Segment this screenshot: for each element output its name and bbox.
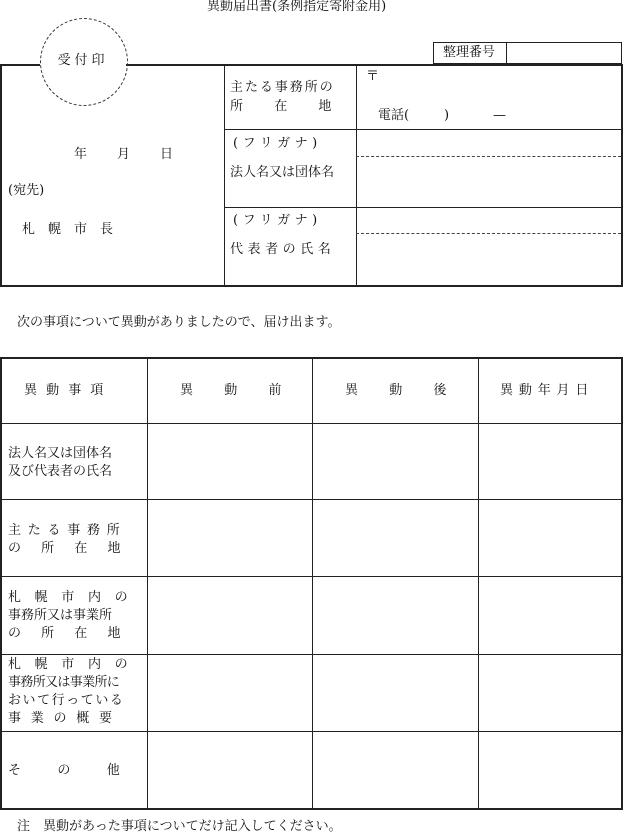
cell-business-date[interactable] [481,657,619,729]
rep-furigana-field[interactable] [360,210,618,231]
corporate-furigana-field[interactable] [360,132,618,154]
row-label-sapporo-office-line-3: の所在地 [8,626,141,641]
footnote: 注 異動があった事項についてだけ記入してください。 [17,819,342,834]
applicant-left-divider [224,64,225,286]
table-row-divider-4 [0,731,622,732]
office-address-field[interactable] [360,86,618,106]
header-before: 異動前 [180,383,313,398]
office-location-label-1: 主たる事務所の [230,80,335,95]
rep-name-label: 代表者の氏名 [230,242,336,257]
header-left-border [0,64,2,286]
addressee-name: 札幌市長 [22,222,127,237]
reference-number-label: 整理番号 [443,45,496,60]
header-change-date: 異動年月日 [500,383,595,398]
cell-sapporo-office-before[interactable] [150,579,310,652]
applicant-label-divider [356,64,357,286]
header-change-item: 異動事項 [24,383,113,398]
office-location-label-2: 所在地 [230,99,363,114]
cell-other-after[interactable] [315,734,475,806]
row-label-business-summary-line-1: 札幌市内の [8,657,142,672]
cell-office-before[interactable] [150,502,310,574]
reference-number-box [433,42,622,64]
row-label-name-line-1: 法人名又は団体名 [8,446,113,461]
intro-sentence: 次の事項について異動がありましたので、届け出ます。 [17,315,341,330]
row-label-business-summary-line-2: 事務所又は事業所に [8,675,120,690]
reference-number-divider [506,43,507,63]
header-top-border-left [0,64,40,66]
row-label-name-line-2: 及び代表者の氏名 [8,464,113,479]
reference-number-field[interactable] [514,45,614,61]
table-row-divider-3 [0,654,622,655]
cell-office-after[interactable] [315,502,475,574]
table-left-border [0,357,2,810]
postal-mark: 〒 [366,69,380,84]
phone-label: 電話( [378,108,410,123]
table-col-divider-1 [147,357,148,809]
row-label-main-office-line-1: 主たる事務所 [8,523,127,538]
cell-name-date[interactable] [481,426,619,497]
reception-stamp-label: 受付印 [48,53,118,69]
cell-business-after[interactable] [315,657,475,729]
table-col-divider-2 [312,357,313,809]
corporate-name-field[interactable] [360,160,618,204]
rep-name-field[interactable] [360,237,618,282]
cell-name-before[interactable] [150,426,310,497]
row-label-other [8,762,156,780]
header-right-border [621,64,623,286]
page-title: 異動届出書(条例指定寄附金用) [207,0,387,14]
cell-business-before[interactable] [150,657,310,729]
table-header-bottom [0,423,622,424]
phone-dash: — [493,108,506,123]
cell-name-after[interactable] [315,426,475,497]
applicant-line-1 [224,129,622,130]
row-label-name [8,445,112,481]
furigana-dashed-line-2 [356,233,621,234]
corporate-name-label: 法人名又は団体名 [230,165,335,180]
date-month: 月 [117,147,131,162]
row-label-business-summary-line-4: 事業の概要 [8,711,122,726]
table-row-divider-2 [0,576,622,577]
row-label-main-office-line-2: の所在地 [8,541,141,556]
row-label-sapporo-office-line-1: 札幌市内の [8,590,142,605]
table-right-border [621,357,623,810]
table-row-divider-1 [0,499,622,500]
row-label-main-office [8,522,141,558]
corporate-furigana-label: (フリガナ) [233,136,322,151]
cell-other-before[interactable] [150,734,310,806]
date-year: 年 [74,147,88,162]
row-label-business-summary [8,656,141,728]
phone-close-paren: ) [444,108,450,123]
cell-sapporo-office-date[interactable] [481,579,619,652]
header-bottom-border [0,285,623,287]
cell-office-date[interactable] [481,502,619,574]
header-after: 異動後 [345,383,478,398]
row-label-business-summary-line-3: おいて行っている [8,693,125,708]
rep-furigana-label: (フリガナ) [233,213,322,228]
header-top-border-right [126,64,623,66]
cell-sapporo-office-after[interactable] [315,579,475,652]
date-day: 日 [160,147,174,162]
applicant-line-2 [224,207,622,208]
row-label-sapporo-office [8,589,141,643]
addressee-prefix: (宛先) [8,183,45,198]
row-label-sapporo-office-line-2: 事務所又は事業所 [8,608,113,623]
furigana-dashed-line-1 [356,156,621,157]
row-label-other-line-1: その他 [8,763,157,778]
cell-other-date[interactable] [481,734,619,806]
table-col-divider-3 [478,357,479,809]
